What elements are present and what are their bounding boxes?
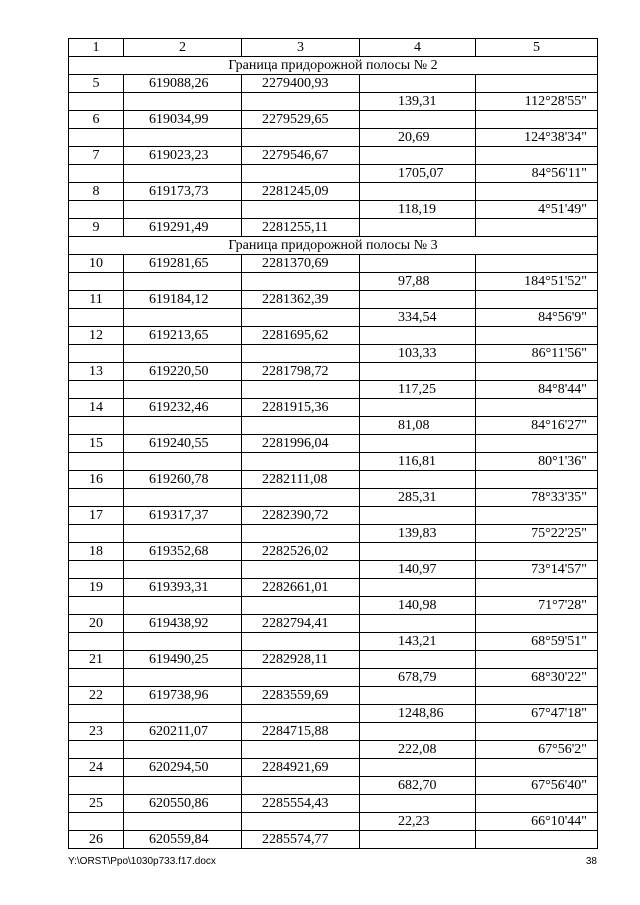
empty-cell bbox=[476, 579, 598, 597]
coordinate-x: 619352,68 bbox=[124, 543, 242, 561]
point-row bbox=[69, 507, 598, 525]
point-number: 16 bbox=[69, 471, 124, 489]
segment-length: 140,98 bbox=[360, 597, 476, 615]
segment-row bbox=[69, 633, 598, 651]
segment-row bbox=[69, 669, 598, 687]
coordinate-y: 2281996,04 bbox=[242, 435, 360, 453]
empty-cell bbox=[360, 111, 476, 129]
segment-length: 118,19 bbox=[360, 201, 476, 219]
point-number: 15 bbox=[69, 435, 124, 453]
direction-angle: 80°1'36" bbox=[476, 453, 598, 471]
direction-angle: 84°56'9" bbox=[476, 309, 598, 327]
empty-cell bbox=[360, 831, 476, 849]
point-row bbox=[69, 363, 598, 381]
empty-cell bbox=[360, 723, 476, 741]
segment-row bbox=[69, 489, 598, 507]
direction-angle: 84°56'11" bbox=[476, 165, 598, 183]
empty-cell bbox=[124, 417, 242, 435]
coordinate-y: 2285554,43 bbox=[242, 795, 360, 813]
coordinate-y: 2284921,69 bbox=[242, 759, 360, 777]
coordinate-x: 619023,23 bbox=[124, 147, 242, 165]
segment-length: 81,08 bbox=[360, 417, 476, 435]
segment-row bbox=[69, 273, 598, 291]
empty-cell bbox=[69, 777, 124, 795]
coordinate-y: 2285574,77 bbox=[242, 831, 360, 849]
empty-cell bbox=[476, 147, 598, 165]
coordinate-y: 2281255,11 bbox=[242, 219, 360, 237]
coordinate-x: 619173,73 bbox=[124, 183, 242, 201]
coordinate-x: 619490,25 bbox=[124, 651, 242, 669]
direction-angle: 67°56'2" bbox=[476, 741, 598, 759]
segment-row bbox=[69, 381, 598, 399]
segment-length: 334,54 bbox=[360, 309, 476, 327]
point-row bbox=[69, 219, 598, 237]
empty-cell bbox=[69, 273, 124, 291]
coordinate-x: 619034,99 bbox=[124, 111, 242, 129]
empty-cell bbox=[360, 219, 476, 237]
section-header-row bbox=[69, 237, 598, 255]
empty-cell bbox=[476, 399, 598, 417]
segment-row bbox=[69, 129, 598, 147]
point-row bbox=[69, 183, 598, 201]
point-number: 26 bbox=[69, 831, 124, 849]
segment-row bbox=[69, 309, 598, 327]
point-number: 25 bbox=[69, 795, 124, 813]
empty-cell bbox=[360, 255, 476, 273]
coordinate-y: 2279546,67 bbox=[242, 147, 360, 165]
point-number: 13 bbox=[69, 363, 124, 381]
point-number: 11 bbox=[69, 291, 124, 309]
point-row bbox=[69, 759, 598, 777]
empty-cell bbox=[476, 651, 598, 669]
direction-angle: 112°28'55" bbox=[476, 93, 598, 111]
empty-cell bbox=[360, 651, 476, 669]
empty-cell bbox=[242, 777, 360, 795]
coordinates-table-body bbox=[69, 39, 598, 849]
point-number: 17 bbox=[69, 507, 124, 525]
empty-cell bbox=[360, 543, 476, 561]
segment-row bbox=[69, 561, 598, 579]
point-number: 24 bbox=[69, 759, 124, 777]
empty-cell bbox=[242, 633, 360, 651]
empty-cell bbox=[69, 705, 124, 723]
direction-angle: 66°10'44" bbox=[476, 813, 598, 831]
empty-cell bbox=[242, 273, 360, 291]
point-number: 6 bbox=[69, 111, 124, 129]
point-number: 22 bbox=[69, 687, 124, 705]
empty-cell bbox=[476, 795, 598, 813]
point-number: 12 bbox=[69, 327, 124, 345]
coordinate-y: 2282794,41 bbox=[242, 615, 360, 633]
empty-cell bbox=[476, 75, 598, 93]
direction-angle: 68°59'51" bbox=[476, 633, 598, 651]
point-number: 10 bbox=[69, 255, 124, 273]
empty-cell bbox=[124, 525, 242, 543]
empty-cell bbox=[476, 543, 598, 561]
direction-angle: 78°33'35" bbox=[476, 489, 598, 507]
point-number: 20 bbox=[69, 615, 124, 633]
empty-cell bbox=[124, 453, 242, 471]
empty-cell bbox=[242, 93, 360, 111]
empty-cell bbox=[476, 615, 598, 633]
point-row bbox=[69, 255, 598, 273]
empty-cell bbox=[124, 165, 242, 183]
footer-file-path: Y:\ORST\Ppo\1030p733.f17.docx bbox=[68, 856, 216, 867]
empty-cell bbox=[476, 471, 598, 489]
point-row bbox=[69, 399, 598, 417]
coordinate-x: 619317,37 bbox=[124, 507, 242, 525]
point-row bbox=[69, 615, 598, 633]
empty-cell bbox=[124, 309, 242, 327]
empty-cell bbox=[242, 525, 360, 543]
empty-cell bbox=[476, 723, 598, 741]
empty-cell bbox=[242, 453, 360, 471]
empty-cell bbox=[69, 741, 124, 759]
coordinate-x: 619220,50 bbox=[124, 363, 242, 381]
point-row bbox=[69, 75, 598, 93]
empty-cell bbox=[124, 561, 242, 579]
point-number: 7 bbox=[69, 147, 124, 165]
segment-row bbox=[69, 597, 598, 615]
coordinate-x: 620211,07 bbox=[124, 723, 242, 741]
empty-cell bbox=[124, 273, 242, 291]
empty-cell bbox=[69, 453, 124, 471]
column-header-5: 5 bbox=[476, 39, 598, 57]
empty-cell bbox=[124, 345, 242, 363]
empty-cell bbox=[69, 669, 124, 687]
coordinate-x: 619260,78 bbox=[124, 471, 242, 489]
coordinates-table bbox=[68, 38, 598, 849]
table-header-row bbox=[69, 39, 598, 57]
empty-cell bbox=[242, 561, 360, 579]
segment-length: 143,21 bbox=[360, 633, 476, 651]
coordinate-x: 620294,50 bbox=[124, 759, 242, 777]
empty-cell bbox=[124, 201, 242, 219]
coordinate-y: 2282928,11 bbox=[242, 651, 360, 669]
point-row bbox=[69, 147, 598, 165]
point-number: 14 bbox=[69, 399, 124, 417]
direction-angle: 84°8'44" bbox=[476, 381, 598, 399]
empty-cell bbox=[360, 507, 476, 525]
segment-length: 678,79 bbox=[360, 669, 476, 687]
point-number: 8 bbox=[69, 183, 124, 201]
direction-angle: 71°7'28" bbox=[476, 597, 598, 615]
empty-cell bbox=[360, 471, 476, 489]
coordinate-y: 2279400,93 bbox=[242, 75, 360, 93]
empty-cell bbox=[124, 777, 242, 795]
segment-row bbox=[69, 705, 598, 723]
segment-row bbox=[69, 345, 598, 363]
empty-cell bbox=[242, 489, 360, 507]
coordinate-y: 2281915,36 bbox=[242, 399, 360, 417]
segment-length: 97,88 bbox=[360, 273, 476, 291]
empty-cell bbox=[69, 381, 124, 399]
point-row bbox=[69, 291, 598, 309]
coordinate-x: 619281,65 bbox=[124, 255, 242, 273]
empty-cell bbox=[242, 417, 360, 435]
empty-cell bbox=[69, 165, 124, 183]
coordinate-x: 619213,65 bbox=[124, 327, 242, 345]
empty-cell bbox=[476, 255, 598, 273]
direction-angle: 73°14'57" bbox=[476, 561, 598, 579]
empty-cell bbox=[242, 309, 360, 327]
empty-cell bbox=[124, 93, 242, 111]
direction-angle: 86°11'56" bbox=[476, 345, 598, 363]
empty-cell bbox=[360, 687, 476, 705]
coordinate-x: 619240,55 bbox=[124, 435, 242, 453]
empty-cell bbox=[124, 129, 242, 147]
segment-row bbox=[69, 201, 598, 219]
empty-cell bbox=[124, 597, 242, 615]
point-number: 21 bbox=[69, 651, 124, 669]
empty-cell bbox=[360, 759, 476, 777]
empty-cell bbox=[124, 489, 242, 507]
point-row bbox=[69, 723, 598, 741]
point-number: 23 bbox=[69, 723, 124, 741]
empty-cell bbox=[69, 201, 124, 219]
empty-cell bbox=[69, 129, 124, 147]
segment-length: 22,23 bbox=[360, 813, 476, 831]
coordinate-y: 2282526,02 bbox=[242, 543, 360, 561]
direction-angle: 75°22'25" bbox=[476, 525, 598, 543]
segment-length: 20,69 bbox=[360, 129, 476, 147]
segment-length: 1705,07 bbox=[360, 165, 476, 183]
empty-cell bbox=[360, 435, 476, 453]
coordinate-x: 619438,92 bbox=[124, 615, 242, 633]
direction-angle: 184°51'52" bbox=[476, 273, 598, 291]
empty-cell bbox=[124, 813, 242, 831]
empty-cell bbox=[360, 147, 476, 165]
empty-cell bbox=[242, 705, 360, 723]
empty-cell bbox=[360, 579, 476, 597]
segment-row bbox=[69, 453, 598, 471]
point-row bbox=[69, 471, 598, 489]
coordinate-y: 2281370,69 bbox=[242, 255, 360, 273]
coordinate-x: 619393,31 bbox=[124, 579, 242, 597]
empty-cell bbox=[69, 93, 124, 111]
empty-cell bbox=[124, 669, 242, 687]
empty-cell bbox=[360, 363, 476, 381]
empty-cell bbox=[124, 633, 242, 651]
segment-length: 140,97 bbox=[360, 561, 476, 579]
point-row bbox=[69, 579, 598, 597]
empty-cell bbox=[69, 309, 124, 327]
point-row bbox=[69, 687, 598, 705]
empty-cell bbox=[360, 327, 476, 345]
empty-cell bbox=[242, 669, 360, 687]
segment-row bbox=[69, 813, 598, 831]
segment-length: 139,83 bbox=[360, 525, 476, 543]
empty-cell bbox=[242, 345, 360, 363]
empty-cell bbox=[476, 327, 598, 345]
empty-cell bbox=[242, 165, 360, 183]
empty-cell bbox=[124, 381, 242, 399]
empty-cell bbox=[69, 561, 124, 579]
segment-row bbox=[69, 93, 598, 111]
empty-cell bbox=[476, 831, 598, 849]
point-number: 9 bbox=[69, 219, 124, 237]
section-header-row bbox=[69, 57, 598, 75]
segment-row bbox=[69, 741, 598, 759]
coordinate-x: 619088,26 bbox=[124, 75, 242, 93]
coordinate-x: 619738,96 bbox=[124, 687, 242, 705]
coordinate-y: 2281245,09 bbox=[242, 183, 360, 201]
point-row bbox=[69, 543, 598, 561]
column-header-3: 3 bbox=[242, 39, 360, 57]
coordinate-y: 2284715,88 bbox=[242, 723, 360, 741]
empty-cell bbox=[242, 129, 360, 147]
empty-cell bbox=[476, 183, 598, 201]
coordinate-y: 2283559,69 bbox=[242, 687, 360, 705]
direction-angle: 67°56'40" bbox=[476, 777, 598, 795]
segment-row bbox=[69, 525, 598, 543]
empty-cell bbox=[360, 183, 476, 201]
direction-angle: 124°38'34" bbox=[476, 129, 598, 147]
point-row bbox=[69, 795, 598, 813]
empty-cell bbox=[69, 489, 124, 507]
segment-row bbox=[69, 777, 598, 795]
segment-length: 117,25 bbox=[360, 381, 476, 399]
empty-cell bbox=[124, 741, 242, 759]
coordinate-x: 619291,49 bbox=[124, 219, 242, 237]
empty-cell bbox=[476, 507, 598, 525]
empty-cell bbox=[242, 381, 360, 399]
direction-angle: 68°30'22" bbox=[476, 669, 598, 687]
direction-angle: 4°51'49" bbox=[476, 201, 598, 219]
coordinate-y: 2279529,65 bbox=[242, 111, 360, 129]
segment-length: 116,81 bbox=[360, 453, 476, 471]
empty-cell bbox=[360, 615, 476, 633]
coordinate-x: 619232,46 bbox=[124, 399, 242, 417]
empty-cell bbox=[69, 633, 124, 651]
empty-cell bbox=[360, 75, 476, 93]
empty-cell bbox=[476, 111, 598, 129]
coordinate-x: 620559,84 bbox=[124, 831, 242, 849]
coordinate-y: 2281362,39 bbox=[242, 291, 360, 309]
empty-cell bbox=[476, 435, 598, 453]
empty-cell bbox=[476, 363, 598, 381]
segment-row bbox=[69, 417, 598, 435]
empty-cell bbox=[476, 219, 598, 237]
coordinate-x: 620550,86 bbox=[124, 795, 242, 813]
footer-page-number: 38 bbox=[585, 856, 597, 867]
empty-cell bbox=[360, 291, 476, 309]
direction-angle: 84°16'27" bbox=[476, 417, 598, 435]
coordinate-y: 2282661,01 bbox=[242, 579, 360, 597]
column-header-1: 1 bbox=[69, 39, 124, 57]
segment-length: 682,70 bbox=[360, 777, 476, 795]
empty-cell bbox=[476, 759, 598, 777]
segment-row bbox=[69, 165, 598, 183]
empty-cell bbox=[69, 813, 124, 831]
empty-cell bbox=[242, 741, 360, 759]
section-title: Граница придорожной полосы № 2 bbox=[69, 57, 598, 75]
point-row bbox=[69, 435, 598, 453]
coordinate-x: 619184,12 bbox=[124, 291, 242, 309]
point-number: 5 bbox=[69, 75, 124, 93]
point-number: 18 bbox=[69, 543, 124, 561]
point-row bbox=[69, 111, 598, 129]
column-header-4: 4 bbox=[360, 39, 476, 57]
point-row bbox=[69, 831, 598, 849]
empty-cell bbox=[476, 687, 598, 705]
empty-cell bbox=[476, 291, 598, 309]
empty-cell bbox=[69, 345, 124, 363]
segment-length: 222,08 bbox=[360, 741, 476, 759]
segment-length: 103,33 bbox=[360, 345, 476, 363]
empty-cell bbox=[69, 597, 124, 615]
coordinate-y: 2282111,08 bbox=[242, 471, 360, 489]
empty-cell bbox=[69, 417, 124, 435]
empty-cell bbox=[69, 525, 124, 543]
section-title: Граница придорожной полосы № 3 bbox=[69, 237, 598, 255]
segment-length: 1248,86 bbox=[360, 705, 476, 723]
coordinate-y: 2281798,72 bbox=[242, 363, 360, 381]
coordinate-y: 2281695,62 bbox=[242, 327, 360, 345]
point-number: 19 bbox=[69, 579, 124, 597]
coordinate-y: 2282390,72 bbox=[242, 507, 360, 525]
direction-angle: 67°47'18" bbox=[476, 705, 598, 723]
empty-cell bbox=[124, 705, 242, 723]
empty-cell bbox=[360, 399, 476, 417]
empty-cell bbox=[242, 597, 360, 615]
segment-length: 285,31 bbox=[360, 489, 476, 507]
empty-cell bbox=[242, 201, 360, 219]
point-row bbox=[69, 327, 598, 345]
segment-length: 139,31 bbox=[360, 93, 476, 111]
empty-cell bbox=[360, 795, 476, 813]
point-row bbox=[69, 651, 598, 669]
column-header-2: 2 bbox=[124, 39, 242, 57]
empty-cell bbox=[242, 813, 360, 831]
